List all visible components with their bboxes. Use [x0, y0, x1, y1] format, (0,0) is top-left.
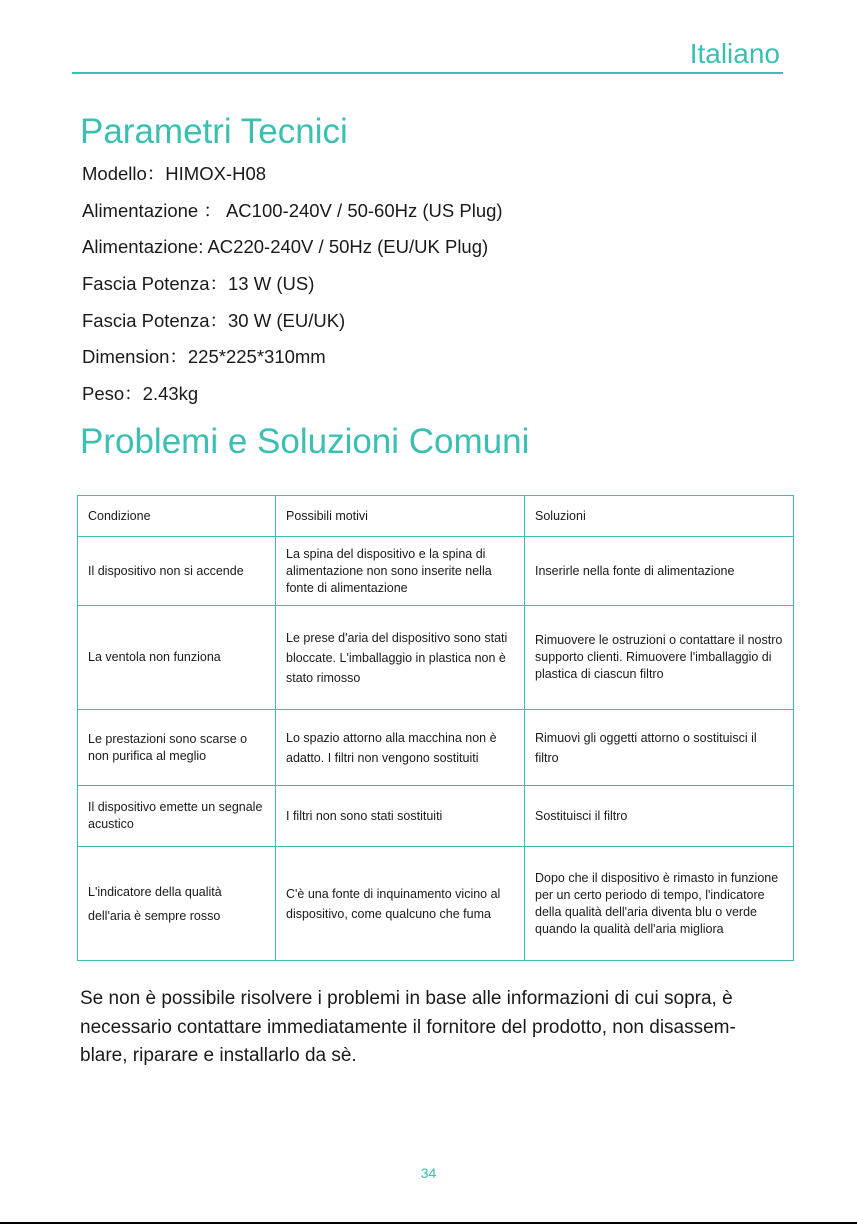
cell-reasons: Lo spazio attorno alla macchina non è adatto. I filtri non vengono sostituiti — [276, 710, 525, 786]
cell-solution: Dopo che il dispositivo è rimasto in funzione per un certo periodo di tempo, l'indicatore della qualità dell'aria diventa blu o verde quando la qualità dell'aria migliora — [525, 847, 794, 961]
specs-title: Parametri Tecnici — [80, 112, 348, 151]
specs-list — [82, 162, 503, 419]
spec-model: Modello：HIMOX-H08 — [82, 163, 267, 184]
table-row — [78, 786, 794, 847]
cell-reasons: Le prese d'aria del dispositivo sono stati bloccate. L'imballaggio in plastica non è stato rimosso — [276, 606, 525, 710]
cell-condition: L'indicatore della qualità dell'aria è sempre rosso — [78, 847, 276, 961]
spec-power-us: Alimentazione ： AC100-240V / 50-60Hz (US Plug) — [82, 199, 503, 221]
table-row — [78, 606, 794, 710]
spec-weight: Peso：2.43kg — [82, 383, 199, 405]
table-header-row — [78, 496, 794, 537]
cell-reasons: La spina del dispositivo e la spina di alimentazione non sono inserite nella fonte di alimentazione — [276, 537, 525, 606]
cell-condition: Le prestazioni sono scarse o non purifica al meglio — [78, 710, 276, 786]
spec-dimension: Dimension：225*225*310mm — [82, 346, 326, 368]
page-bottom-divider — [0, 1222, 857, 1224]
cell-condition: La ventola non funziona — [78, 606, 276, 710]
cell-solution: Rimuovi gli oggetti attorno o sostituisci il filtro — [525, 710, 794, 786]
header-condition: Condizione — [78, 496, 276, 537]
troubleshooting-title: Problemi e Soluzioni Comuni — [80, 422, 530, 461]
header-solutions: Soluzioni — [525, 496, 794, 537]
support-note: Se non è possibile risolvere i problemi in base alle informazioni di cui sopra, è necessario contattare immediatamente il fornitore del prodotto, non disassem-blare, riparare e installarlo da sè. — [80, 988, 736, 1066]
cell-reasons: C'è una fonte di inquinamento vicino al dispositivo, come qualcuno che fuma — [276, 847, 525, 961]
header-divider — [72, 72, 783, 74]
table-row — [78, 537, 794, 606]
header-reasons: Possibili motivi — [276, 496, 525, 537]
troubleshooting-table — [77, 495, 794, 961]
cell-reasons: I filtri non sono stati sostituiti — [276, 786, 525, 847]
spec-wattage-us: Fascia Potenza：13 W (US) — [82, 273, 315, 295]
cell-solution: Inserirle nella fonte di alimentazione — [525, 537, 794, 606]
page-number: 34 — [420, 1165, 437, 1181]
cell-solution: Sostituisci il filtro — [525, 786, 794, 847]
spec-power-eu: Alimentazione: AC220-240V / 50Hz (EU/UK Plug) — [82, 236, 489, 258]
cell-condition: Il dispositivo emette un segnale acustico — [78, 786, 276, 847]
spec-wattage-eu: Fascia Potenza：30 W (EU/UK) — [82, 309, 346, 331]
table-row — [78, 847, 794, 961]
table-row — [78, 710, 794, 786]
cell-condition: Il dispositivo non si accende — [78, 537, 276, 606]
cell-solution: Rimuovere le ostruzioni o contattare il nostro supporto clienti. Rimuovere l'imballaggio di plastica di ciascun filtro — [525, 606, 794, 710]
language-label: Italiano — [689, 38, 780, 69]
